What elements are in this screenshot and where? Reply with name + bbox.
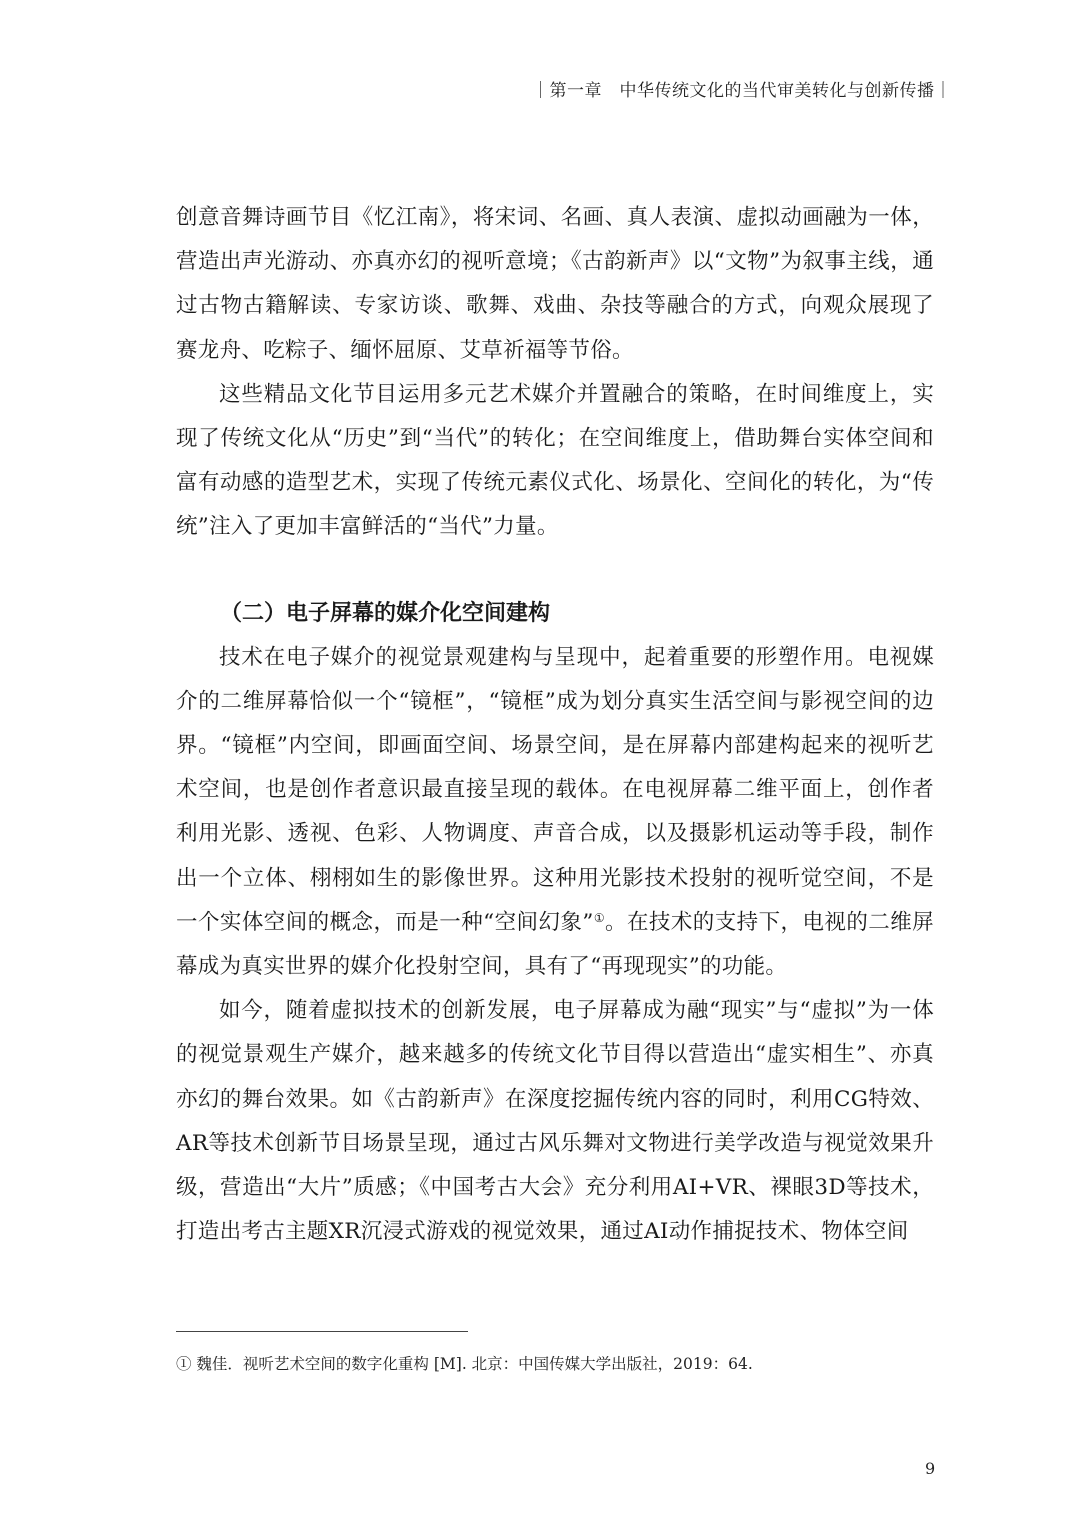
paragraph-3: [176, 636, 934, 990]
paragraph-3-part-2: 。在技术的支持下，电视的二维屏幕成为真实世界的媒介化投射空间，具有了“再现现实”的功能。: [176, 909, 934, 980]
section-heading: （二）电子屏幕的媒介化空间建构: [220, 600, 551, 626]
paragraph-4: 如今，随着虚拟技术的创新发展，电子屏幕成为融“现实”与“虚拟”为一体的视觉景观生产媒介，越来越多的传统文化节目得以营造出“虚实相生”、亦真亦幻的舞台效果。如《古韵新声》在深度挖掘传统内容的同时，利用CG特效、AR等技术创新节目场景呈现，通过古风乐舞对文物进行美学改造与视觉效果升级，营造出“大片”质感；《中国考古大会》充分利用AI+VR、裸眼3D等技术，打造出考古主题XR沉浸式游戏的视觉效果，通过AI动作捕捉技术、物体空间: [176, 998, 934, 1245]
running-header: ｜第一章 中华传统文化的当代审美转化与创新传播｜: [532, 81, 952, 101]
page-number: 9: [925, 1459, 936, 1478]
paragraph-1: 创意音舞诗画节目《忆江南》，将宋词、名画、真人表演、虚拟动画融为一体，营造出声光游动、亦真亦幻的视听意境；《古韵新声》以“文物”为叙事主线，通过古物古籍解读、专家访谈、歌舞、戏曲、杂技等融合的方式，向观众展现了赛龙舟、吃粽子、缅怀屈原、艾草祈福等节俗。: [176, 205, 934, 363]
main-text: [176, 196, 934, 1254]
footnote-divider: [176, 1331, 468, 1332]
paragraph-2: 这些精品文化节目运用多元艺术媒介并置融合的策略，在时间维度上，实现了传统文化从“历史”到“当代”的转化；在空间维度上，借助舞台实体空间和富有动感的造型艺术，实现了传统元素仪式化、场景化、空间化的转化，为“传统”注入了更加丰富鲜活的“当代”力量。: [176, 381, 934, 540]
footnote: ① 魏佳．视听艺术空间的数字化重构 [M]. 北京：中国传媒大学出版社，2019：64.: [176, 1355, 753, 1373]
footnote-reference[interactable]: ①: [593, 910, 606, 925]
paragraph-3-part-1: 技术在电子媒介的视觉景观建构与呈现中，起着重要的形塑作用。电视媒介的二维屏幕恰似一个“镜框”，“镜框”成为划分真实生活空间与影视空间的边界。“镜框”内空间，即画面空间、场景空间，是在屏幕内部建构起来的视听艺术空间，也是创作者意识最直接呈现的载体。在电视屏幕二维平面上，创作者利用光影、透视、色彩、人物调度、声音合成，以及摄影机运动等手段，制作出一个立体、栩栩如生的影像世界。这种用光影技术投射的视听觉空间，不是一个实体空间的概念，而是一种“空间幻象”: [176, 644, 934, 935]
